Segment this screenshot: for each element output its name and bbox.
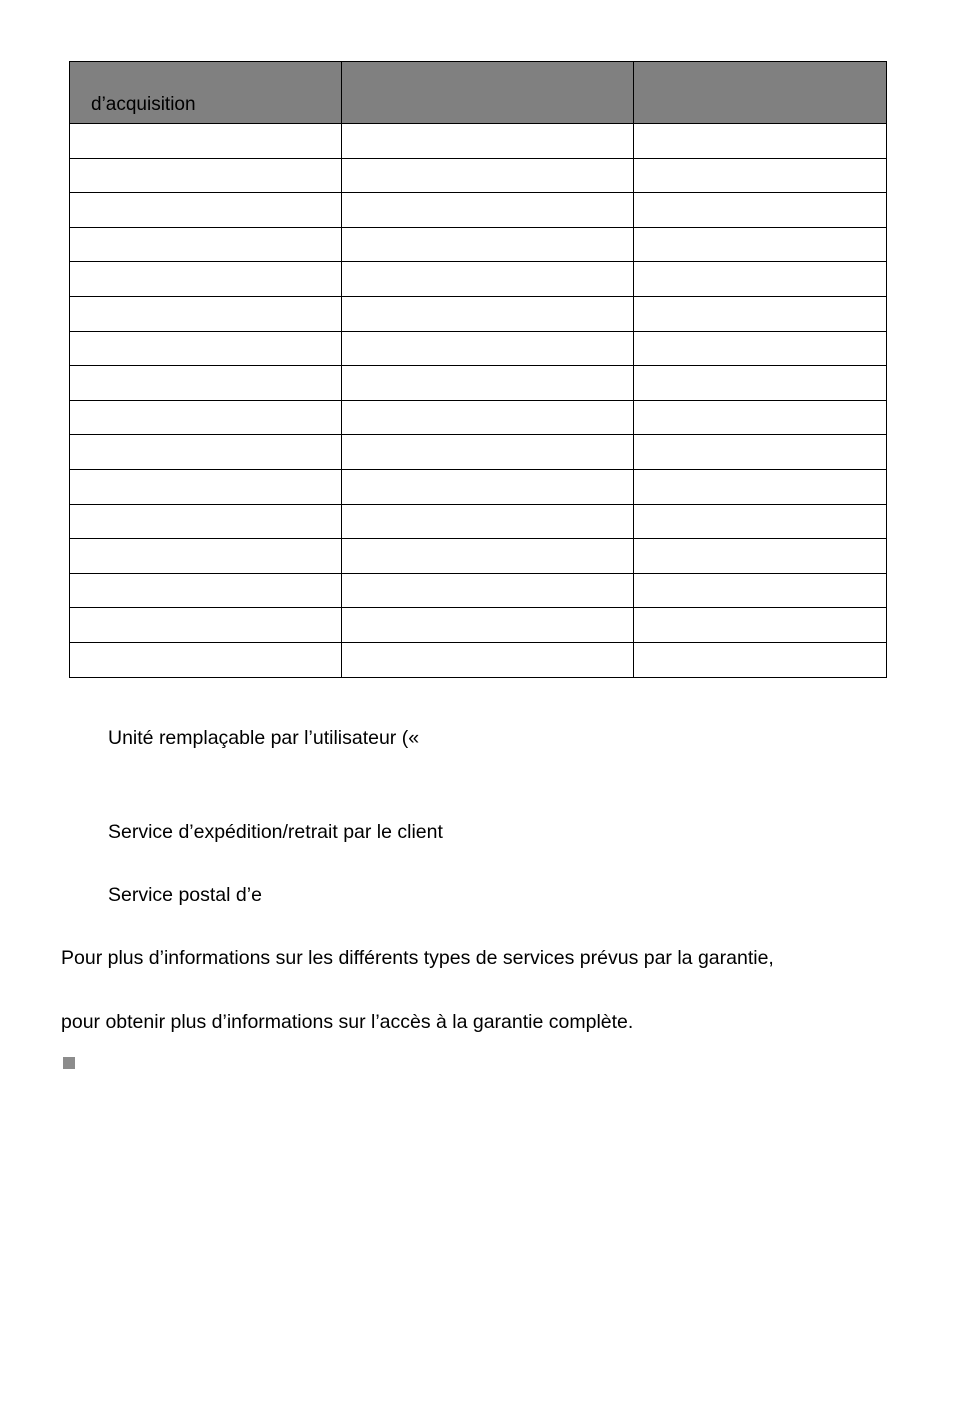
table-cell	[634, 193, 887, 228]
paragraph-line-1: Pour plus d’informations sur les différents types de services prévus par la garantie,	[61, 947, 774, 969]
table-row	[70, 539, 887, 574]
table-cell	[70, 608, 342, 643]
table-cell	[70, 400, 342, 435]
table-cell	[342, 296, 634, 331]
table-cell	[634, 366, 887, 401]
table-row	[70, 504, 887, 539]
paragraph-line-2: pour obtenir plus d’informations sur l’accès à la garantie complète.	[61, 1011, 634, 1033]
table-row	[70, 227, 887, 262]
table-row	[70, 262, 887, 297]
table-row	[70, 158, 887, 193]
table-cell	[634, 227, 887, 262]
table-row	[70, 400, 887, 435]
table-cell	[70, 331, 342, 366]
table-cell	[634, 573, 887, 608]
table-cell	[342, 608, 634, 643]
table-cell	[70, 573, 342, 608]
table-cell	[70, 193, 342, 228]
table-cell	[634, 642, 887, 677]
warranty-table	[69, 61, 887, 678]
table-cell	[70, 227, 342, 262]
table-cell	[70, 158, 342, 193]
table-row	[70, 366, 887, 401]
table-row	[70, 469, 887, 504]
table-cell	[342, 435, 634, 470]
service-cru-text: Unité remplaçable par l’utilisateur («	[108, 727, 420, 749]
table-cell	[634, 539, 887, 574]
table-cell	[342, 262, 634, 297]
table-cell	[342, 469, 634, 504]
table-cell	[342, 642, 634, 677]
table-row	[70, 642, 887, 677]
table-cell	[342, 400, 634, 435]
table-cell	[70, 296, 342, 331]
header-cell-acquisition: d’acquisition	[70, 62, 342, 124]
table-cell	[70, 435, 342, 470]
table-cell	[634, 331, 887, 366]
table-cell	[634, 124, 887, 159]
table-cell	[70, 539, 342, 574]
table-row	[70, 573, 887, 608]
table-body	[70, 124, 887, 678]
table-row	[70, 435, 887, 470]
table-cell	[634, 504, 887, 539]
table-cell	[70, 469, 342, 504]
table-cell	[342, 366, 634, 401]
square-bullet-icon	[63, 1057, 75, 1069]
table-cell	[634, 608, 887, 643]
table-row	[70, 331, 887, 366]
table-cell	[342, 504, 634, 539]
table-cell	[634, 400, 887, 435]
table-row	[70, 608, 887, 643]
table-cell	[634, 435, 887, 470]
table-cell	[342, 227, 634, 262]
service-carry-in-text: Service d’expédition/retrait par le client	[108, 821, 443, 843]
table-cell	[70, 366, 342, 401]
header-cell-3	[634, 62, 887, 124]
table-cell	[342, 331, 634, 366]
table-cell	[342, 158, 634, 193]
table-row	[70, 193, 887, 228]
table-cell	[342, 124, 634, 159]
table-cell	[634, 469, 887, 504]
table-cell	[342, 573, 634, 608]
table-cell	[70, 504, 342, 539]
table-row	[70, 296, 887, 331]
table-cell	[342, 539, 634, 574]
table-cell	[634, 158, 887, 193]
header-cell-2	[342, 62, 634, 124]
table-header-row	[70, 62, 887, 124]
table-cell	[342, 193, 634, 228]
table-cell	[70, 124, 342, 159]
table-cell	[634, 296, 887, 331]
table-row	[70, 124, 887, 159]
table-cell	[70, 642, 342, 677]
service-mail-in-text: Service postal d’e	[108, 884, 262, 906]
table-cell	[70, 262, 342, 297]
table-cell	[634, 262, 887, 297]
